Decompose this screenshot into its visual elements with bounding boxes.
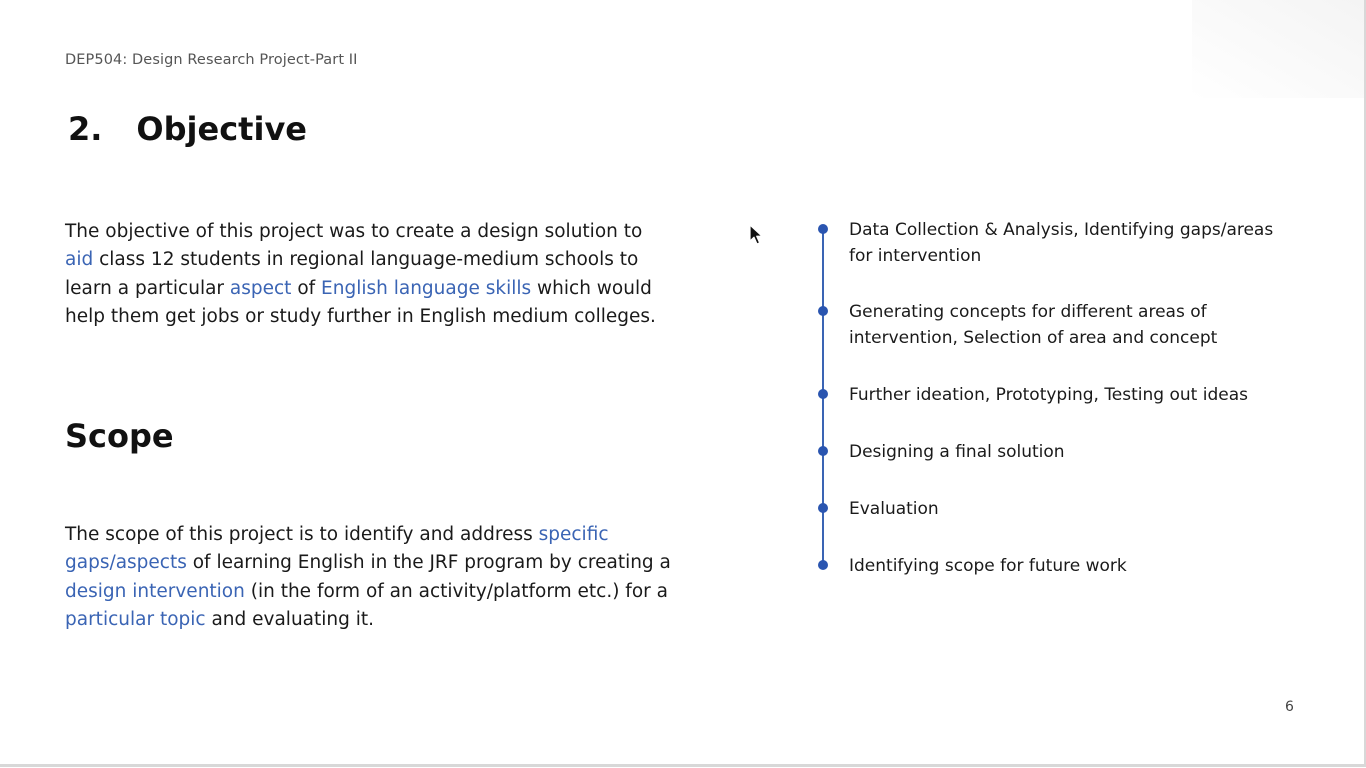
timeline-item (818, 218, 1289, 269)
objective-text-segment: which would help them get jobs or study further in English medium colleges. (65, 277, 656, 328)
objective-number: 2. (68, 110, 103, 148)
mouse-cursor-icon (749, 224, 763, 246)
objective-text-segment: class 12 students in regional language-medium schools to learn a particular (65, 249, 639, 299)
timeline-item-label: Further ideation, Prototyping, Testing out ideas (849, 385, 1248, 405)
timeline-dot (818, 446, 828, 456)
timeline-item-label: Generating concepts for different areas of intervention, Selection of area and concept (849, 302, 1218, 348)
scope-text-segment: (in the form of an activity/platform etc.) for a (244, 580, 668, 602)
page-number: 6 (1285, 699, 1294, 715)
scope-text-segment: and evaluating it. (205, 609, 375, 631)
timeline-dot (818, 306, 828, 316)
timeline-dot (818, 560, 828, 570)
timeline-dot (818, 389, 828, 399)
objective-text-segment: The objective of this project was to create a design solution to (65, 221, 643, 242)
objective-paragraph (65, 218, 675, 332)
timeline-item (818, 383, 1289, 409)
scope-highlight-design-intervention: design intervention (65, 580, 245, 602)
objective-heading (68, 110, 307, 148)
timeline-dot (818, 503, 828, 513)
objective-highlight-english-skills: English language skills (321, 277, 532, 299)
scope-paragraph (65, 521, 675, 635)
corner-shade (1192, 0, 1364, 98)
timeline-item (818, 554, 1289, 580)
scope-highlight-gaps: specific gaps/aspects (65, 524, 609, 574)
timeline-item-label: Designing a final solution (849, 442, 1065, 462)
timeline-item-label: Evaluation (849, 499, 939, 519)
scope-highlight-topic: particular topic (65, 609, 206, 631)
scope-text-segment: The scope of this project is to identify and address (65, 524, 539, 545)
timeline-item (818, 497, 1289, 523)
timeline-item (818, 300, 1289, 351)
objective-highlight-aspect: aspect (229, 277, 292, 299)
timeline-dot (818, 224, 828, 234)
timeline-item-label: Data Collection & Analysis, Identifying gaps/areas for intervention (849, 220, 1274, 266)
timeline-item-label: Identifying scope for future work (849, 556, 1127, 576)
scope-text-segment: of learning English in the JRF program by creating a (186, 552, 671, 574)
timeline-item (818, 440, 1289, 466)
objective-title: Objective (136, 110, 307, 148)
objective-text-segment: of (291, 277, 322, 299)
scope-heading: Scope (65, 417, 174, 455)
course-label: DEP504: Design Research Project-Part II (65, 52, 358, 68)
objective-highlight-aid: aid (65, 249, 94, 271)
